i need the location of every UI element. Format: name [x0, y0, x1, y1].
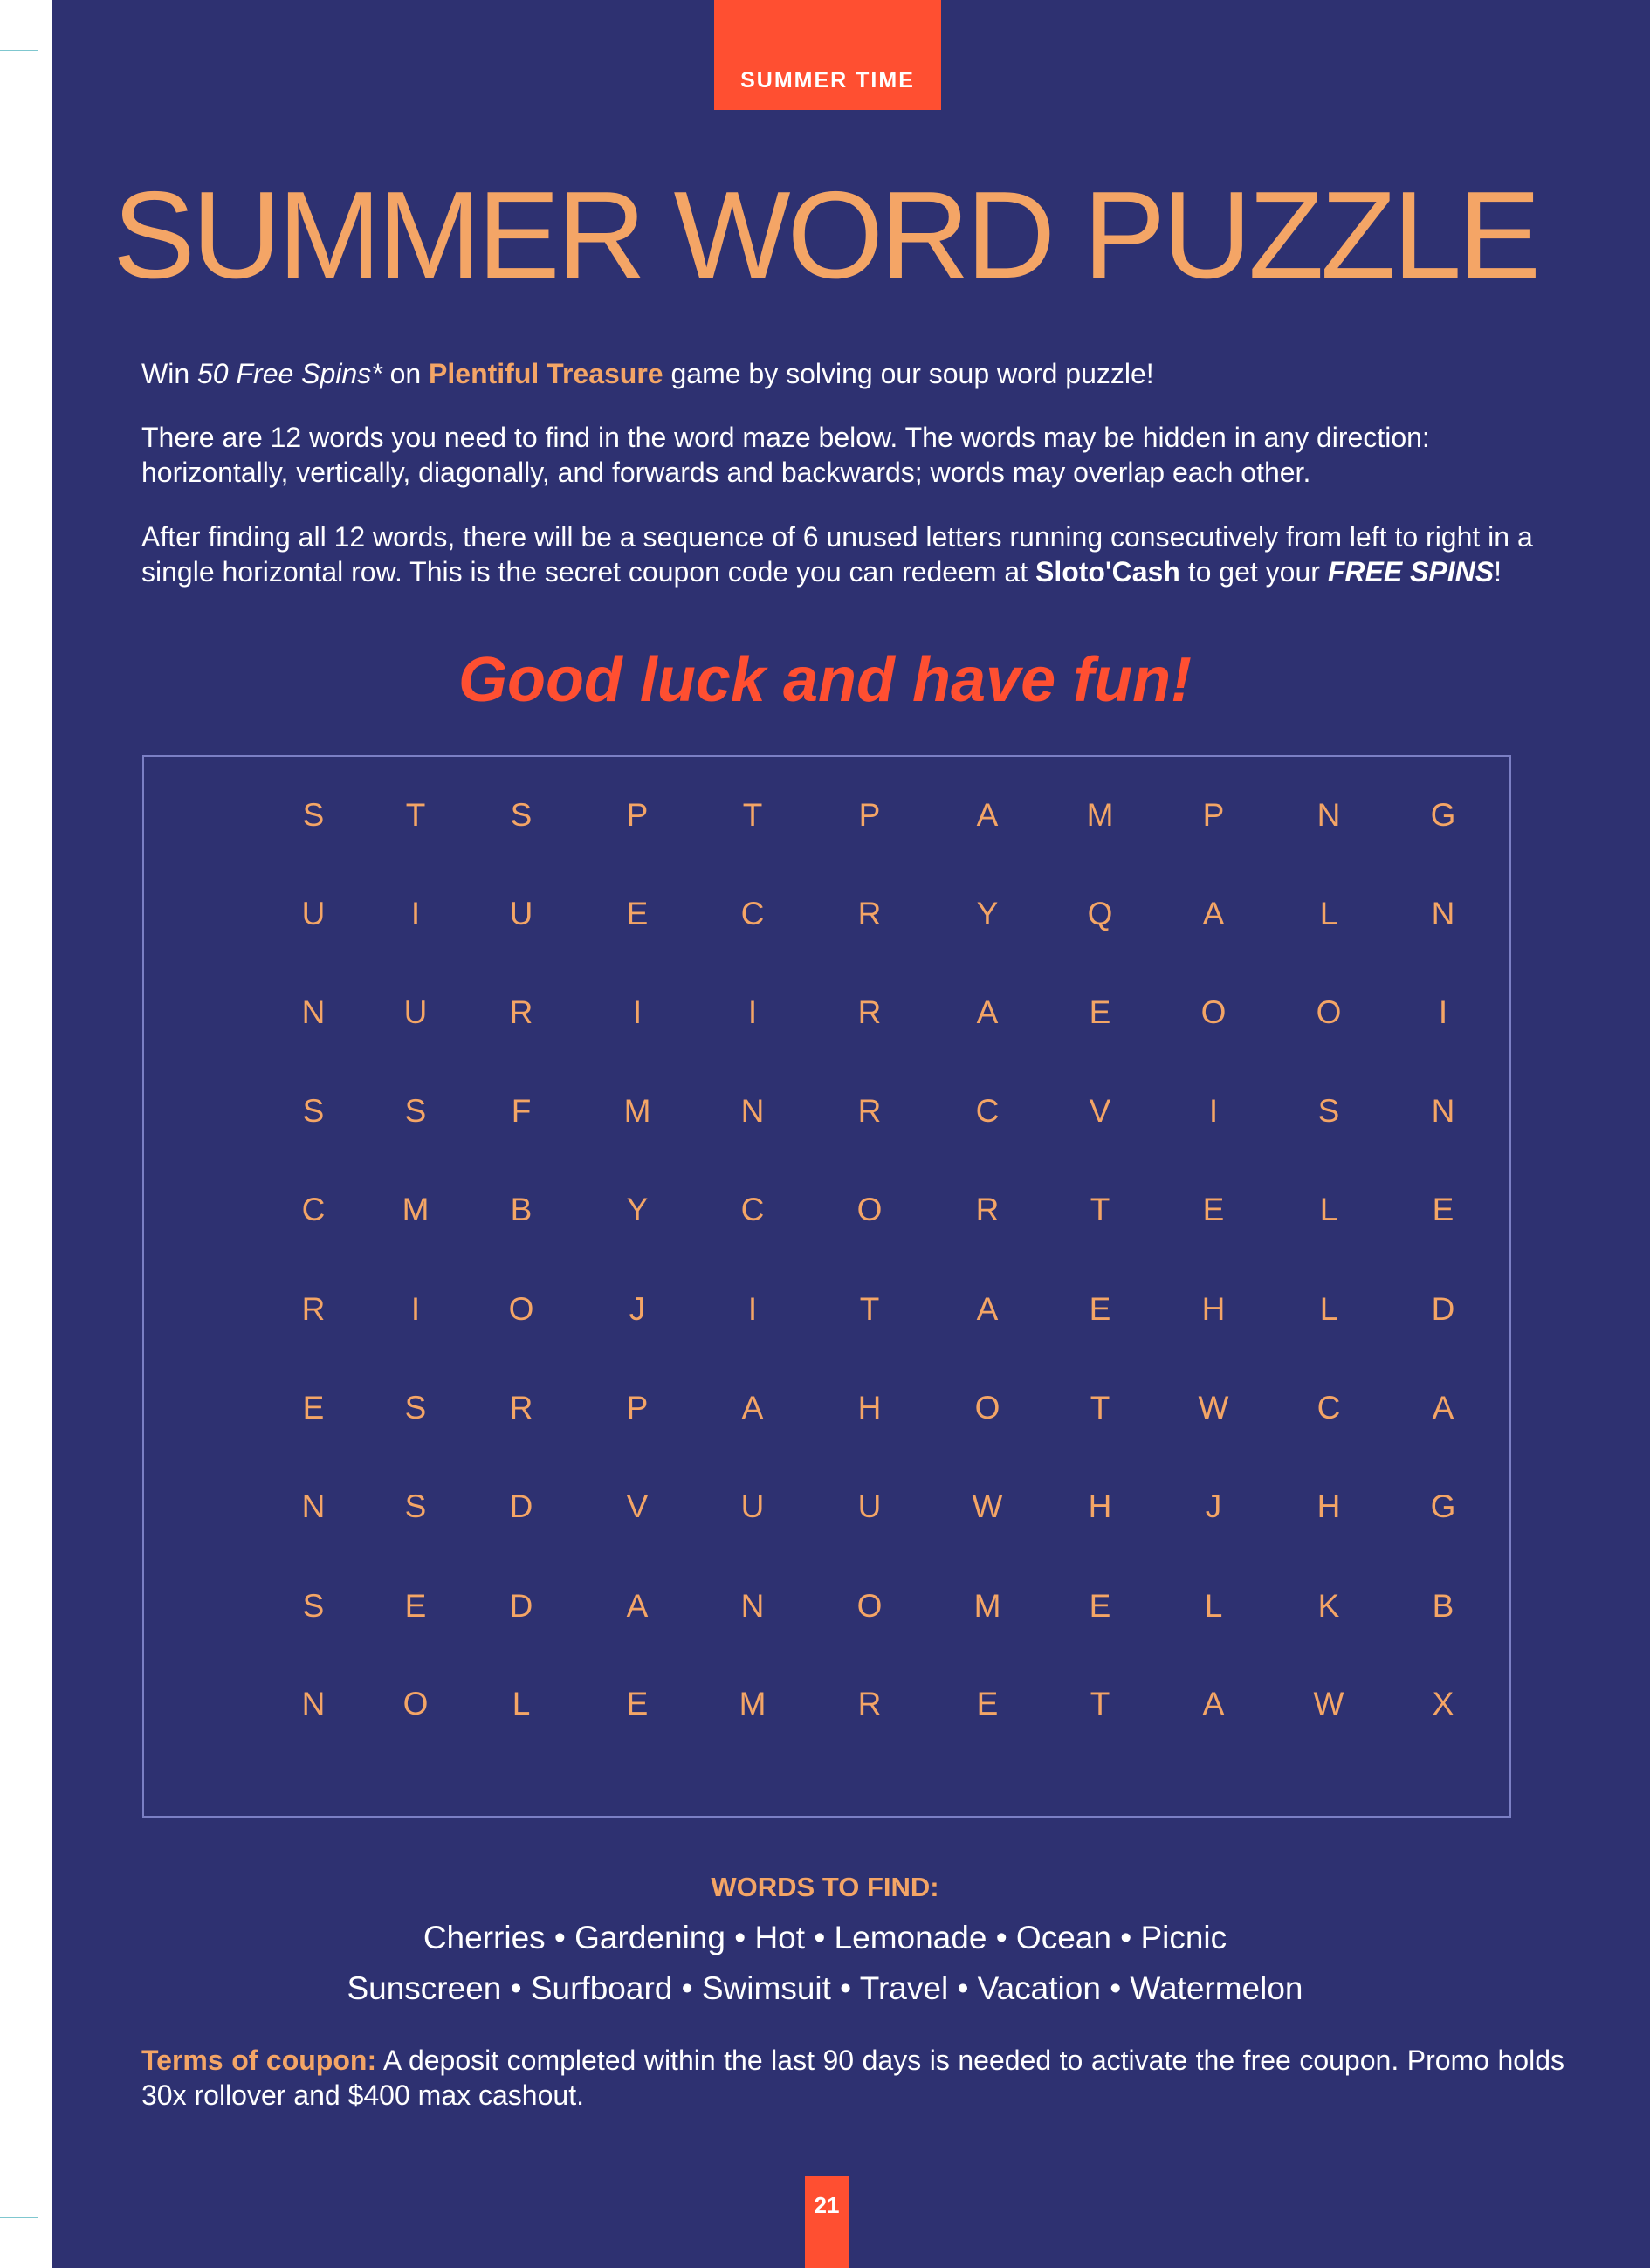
grid-cell: M: [623, 1093, 651, 1129]
secret-code-paragraph: [141, 519, 1564, 589]
grid-cell: A: [1202, 896, 1225, 931]
grid-cell: N: [301, 994, 326, 1030]
game-name: Plentiful Treasure: [429, 358, 663, 389]
secret-text: After finding all 12 words, there will be a sequence of 6 unused letters running consecutively from left to right in a single horizontal row. This is the secret coupon code you can redeem at: [141, 521, 1533, 588]
grid-cell: A: [1432, 1390, 1454, 1426]
grid-cell: S: [404, 1390, 427, 1426]
grid-cell: X: [1432, 1686, 1454, 1722]
grid-cell: S: [302, 1588, 325, 1624]
grid-cell: C: [1317, 1390, 1341, 1426]
grid-cell: U: [857, 1488, 882, 1524]
grid-cell: L: [1319, 1291, 1338, 1327]
grid-cell: P: [626, 797, 649, 833]
terms-text: A deposit completed within the last 90 days is needed to activate the free coupon. Promo holds 30x rollover and $400 max cashout.: [141, 2045, 1565, 2111]
grid-cell: I: [632, 994, 643, 1030]
grid-cell: I: [1208, 1093, 1219, 1129]
grid-cell: D: [1431, 1291, 1455, 1327]
grid-cell: S: [404, 1488, 427, 1524]
grid-cell: R: [301, 1291, 326, 1327]
crop-mark: [0, 50, 38, 51]
grid-cell: O: [1200, 994, 1227, 1030]
grid-cell: D: [509, 1588, 533, 1624]
intro-text: game by solving our soup word puzzle!: [663, 358, 1154, 389]
grid-cell: I: [1438, 994, 1448, 1030]
grid-cell: A: [1202, 1686, 1225, 1722]
grid-cell: E: [404, 1588, 427, 1624]
grid-cell: E: [1202, 1192, 1225, 1227]
word-list-line: Sunscreen • Surfboard • Swimsuit • Travel • Vacation • Watermelon: [347, 1970, 1303, 2006]
grid-cell: I: [747, 1291, 758, 1327]
grid-cell: J: [629, 1291, 646, 1327]
section-label: SUMMER TIME: [714, 0, 941, 110]
grid-cell: U: [403, 994, 428, 1030]
grid-cell: W: [1313, 1686, 1344, 1722]
terms-label: Terms of coupon:: [141, 2045, 377, 2076]
grid-cell: R: [857, 1093, 882, 1129]
crop-mark: [0, 2217, 38, 2218]
grid-cell: A: [976, 1291, 999, 1327]
grid-cell: T: [405, 797, 426, 833]
rules-paragraph: There are 12 words you need to find in the word maze below. The words may be hidden in any direction: horizontally, vertically, diagonally, and forwards and backwards; words may overlap each other.: [141, 422, 1430, 488]
grid-cell: I: [410, 1291, 421, 1327]
word-list-line: Cherries • Gardening • Hot • Lemonade • Ocean • Picnic: [423, 1920, 1227, 1955]
secret-text: !: [1494, 556, 1502, 588]
grid-cell: S: [1317, 1093, 1340, 1129]
grid-cell: P: [1202, 797, 1225, 833]
grid-cell: E: [302, 1390, 325, 1426]
grid-cell: B: [510, 1192, 533, 1227]
grid-cell: M: [739, 1686, 767, 1722]
grid-cell: J: [1205, 1488, 1222, 1524]
grid-cell: F: [511, 1093, 532, 1129]
magazine-page: [52, 0, 1650, 2268]
grid-cell: M: [1086, 797, 1114, 833]
grid-cell: O: [974, 1390, 1000, 1426]
grid-cell: H: [1088, 1488, 1112, 1524]
grid-cell: A: [976, 797, 999, 833]
grid-cell: P: [626, 1390, 649, 1426]
grid-cell: U: [740, 1488, 765, 1524]
grid-cell: T: [742, 797, 763, 833]
grid-cell: N: [740, 1093, 765, 1129]
grid-cell: R: [975, 1192, 1000, 1227]
grid-cell: Y: [976, 896, 999, 931]
grid-cell: E: [1089, 1291, 1111, 1327]
grid-cell: O: [856, 1192, 883, 1227]
brand-name: Sloto'Cash: [1035, 556, 1180, 588]
grid-cell: U: [301, 896, 326, 931]
grid-cell: M: [973, 1588, 1001, 1624]
free-spins-text: 50 Free Spins*: [197, 358, 382, 389]
grid-cell: D: [509, 1488, 533, 1524]
secret-text: to get your: [1179, 556, 1328, 588]
grid-cell: L: [512, 1686, 531, 1722]
grid-letters: [144, 757, 1509, 1816]
grid-cell: R: [857, 1686, 882, 1722]
grid-cell: R: [857, 896, 882, 931]
grid-cell: E: [1089, 1588, 1111, 1624]
grid-cell: E: [626, 896, 649, 931]
grid-cell: C: [740, 1192, 765, 1227]
grid-cell: H: [857, 1390, 882, 1426]
grid-cell: L: [1319, 1192, 1338, 1227]
grid-cell: T: [1090, 1192, 1110, 1227]
grid-cell: R: [509, 994, 533, 1030]
grid-cell: T: [859, 1291, 880, 1327]
grid-cell: C: [301, 1192, 326, 1227]
grid-cell: O: [856, 1588, 883, 1624]
good-luck-heading: Good luck and have fun!: [457, 645, 1193, 715]
grid-cell: N: [1317, 797, 1341, 833]
grid-cell: T: [1090, 1390, 1110, 1426]
grid-cell: A: [976, 994, 999, 1030]
word-search-grid: [142, 755, 1511, 1818]
grid-cell: R: [857, 994, 882, 1030]
grid-cell: R: [509, 1390, 533, 1426]
intro-text: Win: [141, 358, 197, 389]
grid-cell: H: [1317, 1488, 1341, 1524]
grid-cell: I: [747, 994, 758, 1030]
grid-cell: G: [1430, 1488, 1456, 1524]
grid-cell: Q: [1087, 896, 1113, 931]
page-title: SUMMER WORD PUZZLE: [113, 166, 1537, 305]
grid-cell: L: [1319, 896, 1338, 931]
grid-cell: E: [1089, 994, 1111, 1030]
grid-cell: P: [858, 797, 881, 833]
grid-cell: N: [1431, 1093, 1455, 1129]
terms-of-coupon: [141, 2043, 1564, 2113]
grid-cell: N: [1431, 896, 1455, 931]
grid-cell: U: [509, 896, 533, 931]
grid-cell: H: [1201, 1291, 1226, 1327]
grid-cell: W: [972, 1488, 1003, 1524]
grid-cell: V: [626, 1488, 649, 1524]
grid-cell: I: [410, 896, 421, 931]
grid-cell: C: [975, 1093, 1000, 1129]
grid-cell: V: [1089, 1093, 1111, 1129]
grid-cell: Y: [626, 1192, 649, 1227]
grid-cell: S: [302, 1093, 325, 1129]
grid-cell: N: [301, 1686, 326, 1722]
page-number: 21: [805, 2176, 849, 2268]
words-to-find-heading: WORDS TO FIND:: [711, 1872, 939, 1902]
grid-cell: O: [1316, 994, 1342, 1030]
grid-cell: O: [402, 1686, 429, 1722]
grid-cell: M: [402, 1192, 430, 1227]
grid-cell: W: [1198, 1390, 1229, 1426]
grid-cell: B: [1432, 1588, 1454, 1624]
free-spins-emphasis: FREE SPINS: [1327, 556, 1495, 588]
grid-cell: E: [626, 1686, 649, 1722]
grid-cell: G: [1430, 797, 1456, 833]
grid-cell: L: [1204, 1588, 1223, 1624]
grid-cell: O: [508, 1291, 534, 1327]
grid-cell: S: [404, 1093, 427, 1129]
grid-cell: E: [1432, 1192, 1454, 1227]
grid-cell: K: [1317, 1588, 1340, 1624]
intro-paragraph: [141, 356, 1564, 391]
intro-text: on: [382, 358, 430, 389]
grid-cell: N: [301, 1488, 326, 1524]
grid-cell: N: [740, 1588, 765, 1624]
grid-cell: A: [626, 1588, 649, 1624]
grid-cell: A: [741, 1390, 764, 1426]
grid-cell: C: [740, 896, 765, 931]
grid-cell: S: [302, 797, 325, 833]
grid-cell: E: [976, 1686, 999, 1722]
grid-cell: T: [1090, 1686, 1110, 1722]
grid-cell: S: [510, 797, 533, 833]
